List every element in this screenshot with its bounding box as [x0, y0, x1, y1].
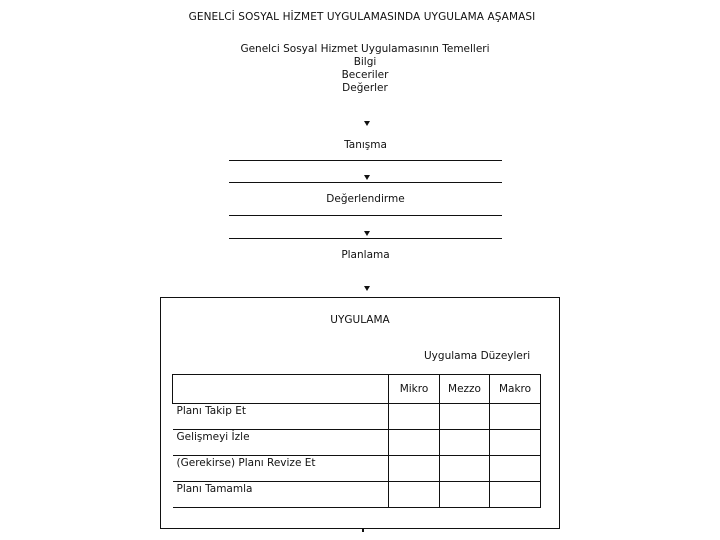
table-cell — [490, 456, 541, 482]
table-row — [173, 430, 541, 456]
foundation-item: Beceriler — [341, 69, 389, 81]
table-cell — [389, 430, 440, 456]
table-header-row — [173, 375, 541, 404]
table-cell — [389, 456, 440, 482]
diagram-title: GENELCİ SOSYAL HİZMET UYGULAMASINDA UYGULAMA AŞAMASI — [188, 11, 536, 23]
stage-divider — [229, 160, 502, 161]
foundation-item: Değerler — [342, 82, 388, 94]
table-cell — [440, 430, 490, 456]
foundations-heading: Genelci Sosyal Hizmet Uygulamasının Temelleri — [240, 43, 490, 55]
row-label: (Gerekirse) Planı Revize Et — [173, 456, 389, 482]
flow-arrow-down-icon — [364, 286, 370, 291]
table-row — [173, 404, 541, 430]
stage-divider — [229, 215, 502, 216]
foundation-item: Bilgi — [353, 56, 377, 68]
implementation-levels-table — [172, 374, 541, 508]
row-label: Planı Takip Et — [173, 404, 389, 430]
levels-caption: Uygulama Düzeyleri — [424, 350, 531, 362]
table-cell — [440, 482, 490, 508]
table-row — [173, 482, 541, 508]
table-cell — [389, 404, 440, 430]
row-label: Planı Tamamla — [173, 482, 389, 508]
row-label: Gelişmeyi İzle — [173, 430, 389, 456]
stage-divider — [229, 182, 502, 183]
column-header-mikro: Mikro — [389, 375, 440, 404]
table-cell — [389, 482, 440, 508]
implementation-title: UYGULAMA — [330, 314, 390, 326]
table-cell — [440, 456, 490, 482]
column-header-makro: Makro — [490, 375, 541, 404]
flow-arrow-down-icon — [364, 121, 370, 126]
stage-degerlendirme: Değerlendirme — [326, 193, 405, 205]
table-cell — [490, 482, 541, 508]
stage-divider — [229, 238, 502, 239]
connector-mark — [362, 528, 364, 532]
foundations-block — [0, 43, 720, 95]
table-row — [173, 456, 541, 482]
stage-tanisma: Tanışma — [344, 139, 387, 151]
stage-planlama: Planlama — [341, 249, 390, 261]
flow-arrow-down-icon — [364, 175, 370, 180]
column-header-mezzo: Mezzo — [440, 375, 490, 404]
table-cell — [490, 404, 541, 430]
table-cell — [490, 430, 541, 456]
table-cell — [440, 404, 490, 430]
table-corner-cell — [173, 375, 389, 404]
flow-arrow-down-icon — [364, 231, 370, 236]
